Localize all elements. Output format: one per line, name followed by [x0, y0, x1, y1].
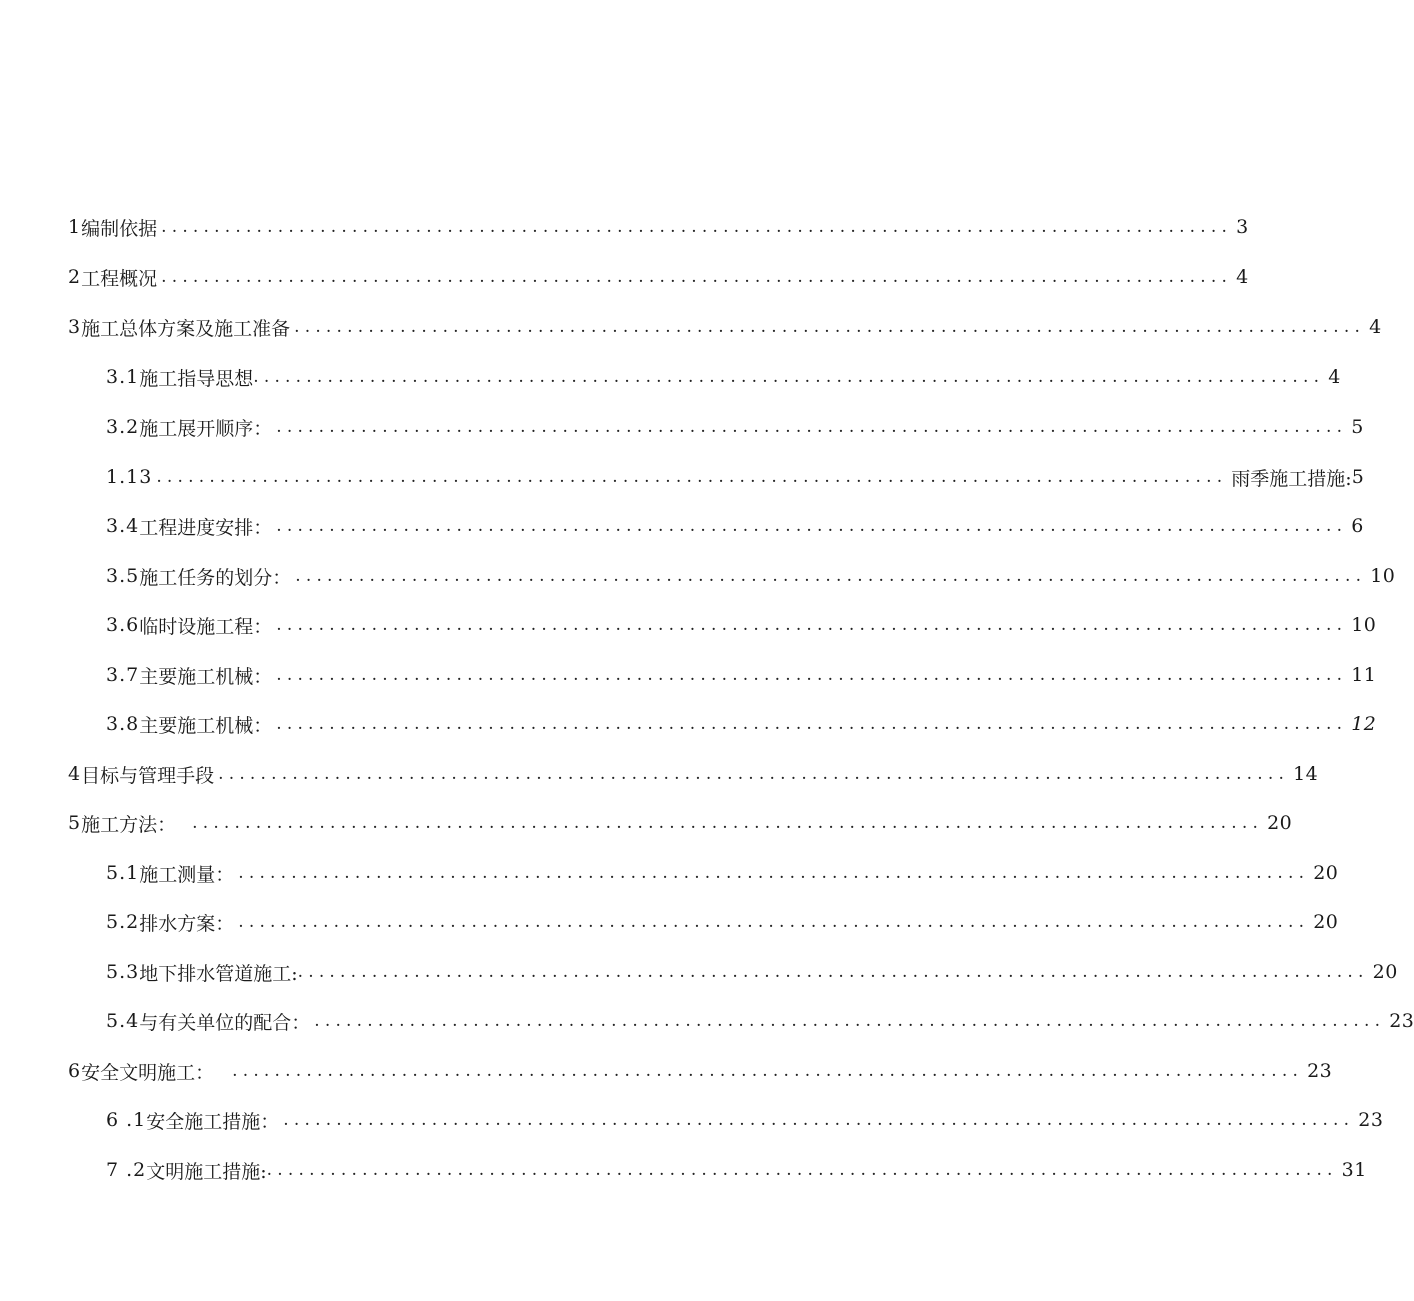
- toc-entry[interactable]: [106, 1006, 1414, 1036]
- toc-entry[interactable]: [106, 957, 1398, 987]
- toc-page-number: 10: [1351, 614, 1377, 636]
- toc-page-number: 23: [1307, 1060, 1333, 1082]
- toc-number: 6 .1: [106, 1109, 147, 1131]
- toc-entry[interactable]: [106, 462, 1365, 492]
- toc-number: 1.1: [106, 466, 140, 488]
- toc-title: 工程概况: [81, 267, 158, 290]
- toc-title: 地下排水管道施工:: [139, 962, 298, 985]
- toc-entry[interactable]: [68, 759, 1319, 789]
- toc-page-number: 11: [1351, 664, 1377, 686]
- dot-leader: .....................................................................................................: [297, 962, 1369, 982]
- toc-page-number: 23: [1389, 1010, 1414, 1032]
- toc-page-number: 14: [1293, 763, 1319, 785]
- toc-page-number: 4: [1236, 266, 1249, 288]
- toc-number: 4: [68, 763, 82, 785]
- toc-page-number: 23: [1358, 1109, 1384, 1131]
- toc-entry[interactable]: [68, 808, 1293, 838]
- dot-leader: .....................................................................................................: [295, 566, 1367, 586]
- toc-title: 排水方案：: [139, 912, 235, 935]
- toc-title: 工程进度安排：: [139, 516, 273, 539]
- toc-page-number: 6: [1351, 515, 1364, 537]
- toc-number: 3.2: [106, 416, 140, 438]
- toc-entry[interactable]: [106, 1105, 1384, 1135]
- toc-title: 文明施工措施:: [146, 1160, 267, 1183]
- toc-entry[interactable]: [106, 362, 1341, 392]
- toc-title: 编制依据: [81, 217, 158, 240]
- toc-number: 3.1: [106, 366, 140, 388]
- toc-page-number: 12: [1351, 713, 1377, 735]
- toc-title: 与有关单位的配合：: [139, 1011, 311, 1034]
- toc-number: 5.2: [106, 911, 140, 933]
- dot-leader: .....................................................................................................: [218, 764, 1290, 784]
- toc-number: 5: [68, 812, 82, 834]
- toc-number: 2: [68, 266, 82, 288]
- dot-leader: .....................................................................................................: [161, 267, 1233, 287]
- dot-leader: .....................................................................................................: [314, 1011, 1386, 1031]
- toc-entry[interactable]: [68, 1056, 1333, 1086]
- dot-leader: .....................................................................................................: [276, 714, 1348, 734]
- toc-number: 3.5: [106, 565, 140, 587]
- dot-leader: .....................................................................................................: [238, 912, 1310, 932]
- toc-page-number: 20: [1267, 812, 1293, 834]
- toc-entry[interactable]: [106, 610, 1377, 640]
- toc-title: 施工展开顺序：: [139, 417, 273, 440]
- dot-leader: .....................................................................................................: [266, 1160, 1338, 1180]
- toc-page-number: 20: [1372, 961, 1398, 983]
- toc-entry[interactable]: [68, 312, 1382, 342]
- toc-title: 临时设施工程：: [139, 615, 273, 638]
- toc-number: 5.1: [106, 862, 140, 884]
- toc-page-number: 5: [1351, 466, 1365, 488]
- dot-leader: .....................................................................................................: [192, 813, 1264, 833]
- toc-entry[interactable]: [68, 212, 1249, 242]
- toc-title: 目标与管理手段: [81, 764, 215, 787]
- toc-number: 3.7: [106, 664, 140, 686]
- toc-number: 1: [68, 216, 82, 238]
- toc-page-number: 4: [1369, 316, 1382, 338]
- toc-title: 施工指导思想: [139, 367, 254, 390]
- toc-number: 5.4: [106, 1010, 140, 1032]
- toc-title: 施工测量：: [139, 863, 235, 886]
- toc-title: 雨季施工措施:: [1231, 467, 1352, 490]
- toc-number: 3.6: [106, 614, 140, 636]
- toc-title: 施工总体方案及施工准备: [81, 317, 291, 340]
- toc-number: 3.8: [106, 713, 140, 735]
- toc-number: 6: [68, 1060, 82, 1082]
- toc-entry[interactable]: [106, 1155, 1367, 1185]
- toc-title: 安全文明施工：: [81, 1061, 215, 1084]
- toc-number-secondary: 3: [139, 466, 153, 488]
- toc-entry[interactable]: [106, 660, 1377, 690]
- toc-page-number: 3: [1236, 216, 1249, 238]
- dot-leader: .....................................................................................................: [253, 367, 1325, 387]
- dot-leader: .....................................................................................................: [276, 615, 1348, 635]
- dot-leader: .....................................................................................................: [156, 467, 1228, 487]
- toc-title: 主要施工机械：: [139, 665, 273, 688]
- dot-leader: .....................................................................................................: [276, 417, 1348, 437]
- toc-title: 主要施工机械：: [139, 714, 273, 737]
- toc-number: 3.4: [106, 515, 140, 537]
- toc-page-number: 10: [1370, 565, 1396, 587]
- toc-title: 施工任务的划分：: [139, 566, 292, 589]
- toc-entry[interactable]: [106, 511, 1364, 541]
- toc-entry[interactable]: [106, 709, 1377, 739]
- toc-entry[interactable]: [106, 412, 1364, 442]
- dot-leader: .....................................................................................................: [276, 516, 1348, 536]
- toc-entry[interactable]: [106, 858, 1339, 888]
- toc-entry[interactable]: [106, 907, 1339, 937]
- toc-number: 3: [68, 316, 82, 338]
- dot-leader: .....................................................................................................: [161, 217, 1233, 237]
- dot-leader: .....................................................................................................: [232, 1061, 1304, 1081]
- toc-page-number: 20: [1313, 862, 1339, 884]
- toc-number: 5.3: [106, 961, 140, 983]
- toc-page-number: 20: [1313, 911, 1339, 933]
- toc-page-number: 31: [1341, 1159, 1367, 1181]
- toc-page-number: 5: [1351, 416, 1364, 438]
- toc-entry[interactable]: [68, 262, 1249, 292]
- dot-leader: .....................................................................................................: [283, 1110, 1355, 1130]
- dot-leader: .....................................................................................................: [276, 665, 1348, 685]
- toc-title: 施工方法：: [81, 813, 177, 836]
- toc-page-number: 4: [1328, 366, 1341, 388]
- dot-leader: .....................................................................................................: [294, 317, 1366, 337]
- dot-leader: .....................................................................................................: [238, 863, 1310, 883]
- toc-title: 安全施工措施：: [146, 1110, 280, 1133]
- toc-entry[interactable]: [106, 561, 1396, 591]
- toc-number: 7 .2: [106, 1159, 147, 1181]
